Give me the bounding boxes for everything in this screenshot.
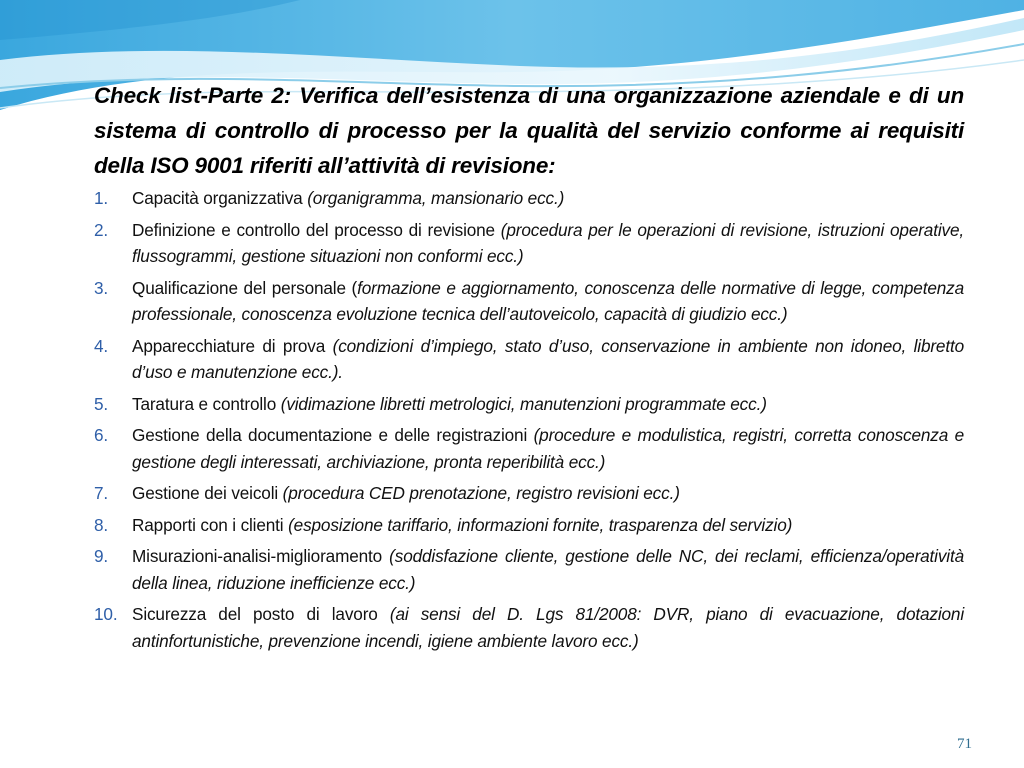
item-number: 10. (94, 604, 118, 624)
list-item (94, 333, 964, 386)
item-main-text: Definizione e controllo del processo di revisione (132, 219, 501, 240)
item-main-text: Gestione dei veicoli (132, 483, 283, 503)
list-item (94, 543, 964, 596)
item-number: 3. (94, 277, 109, 298)
list-item (94, 275, 964, 328)
item-main-text: Misurazioni-analisi-miglioramento (132, 546, 390, 566)
item-number: 7. (94, 483, 109, 503)
item-detail-text: (organigramma, mansionario ecc.) (307, 188, 565, 208)
item-detail-text: (procedure e modulistica, registri, corretta conoscenza e gestione degli interessati, archiviazione, pronta reperibilità ecc.) (132, 425, 964, 472)
item-number: 9. (94, 546, 109, 566)
item-detail-text: (procedura CED prenotazione, registro revisioni ecc.) (282, 483, 680, 503)
list-item (94, 185, 964, 212)
item-detail-text: formazione e aggiornamento, conoscenza delle normative di legge, competenza professionale, conoscenza evoluzione tecnica dell’autoveicolo, capacità di giudizio ecc.) (132, 277, 964, 324)
list-item (94, 391, 964, 418)
item-main-text: Taratura e controllo (132, 393, 281, 414)
item-main-text: Gestione della documentazione e delle registrazioni (132, 425, 534, 445)
list-item (94, 422, 964, 475)
page-number: 71 (957, 736, 972, 752)
item-detail-text: (condizioni d’impiego, stato d’uso, conservazione in ambiente non idoneo, libretto d’uso e manutenzione ecc.). (132, 335, 964, 382)
item-number: 5. (94, 393, 109, 414)
checklist (94, 185, 964, 659)
slide-title: Check list-Parte 2: Verifica dell’esistenza di una organizzazione aziendale e di un sistema di controllo di processo per la qualità del servizio conforme ai requisiti della ISO 9001 riferiti all’attività di revisione: (94, 83, 964, 178)
list-item (94, 217, 964, 270)
item-detail-text: (esposizione tariffario, informazioni fornite, trasparenza del servizio) (288, 514, 793, 535)
item-number: 2. (94, 219, 109, 240)
item-main-text: Qualificazione del personale ( (132, 277, 358, 298)
item-main-text: Capacità organizzativa (132, 188, 308, 208)
item-detail-text: (vidimazione libretti metrologici, manutenzioni programmate ecc.) (280, 393, 767, 414)
item-number: 1. (94, 188, 109, 208)
item-main-text: Apparecchiature di prova (132, 335, 333, 356)
item-main-text: Sicurezza del posto di lavoro (132, 604, 390, 624)
list-item (94, 512, 964, 539)
item-number: 8. (94, 514, 109, 535)
list-item (94, 480, 964, 507)
item-detail-text: (procedura per le operazioni di revisione, istruzioni operative, flussogrammi, gestione situazioni non conformi ecc.) (132, 219, 964, 266)
item-main-text: Rapporti con i clienti (132, 514, 289, 535)
list-item (94, 601, 964, 654)
item-number: 6. (94, 425, 109, 445)
item-detail-text: (ai sensi del D. Lgs 81/2008: DVR, piano di evacuazione, dotazioni antinfortunistiche, prevenzione incendi, igiene ambiente lavoro ecc.) (132, 604, 964, 651)
item-number: 4. (94, 335, 109, 356)
item-detail-text: (soddisfazione cliente, gestione delle NC, dei reclami, efficienza/operatività della linea, riduzione inefficienze ecc.) (132, 546, 964, 593)
